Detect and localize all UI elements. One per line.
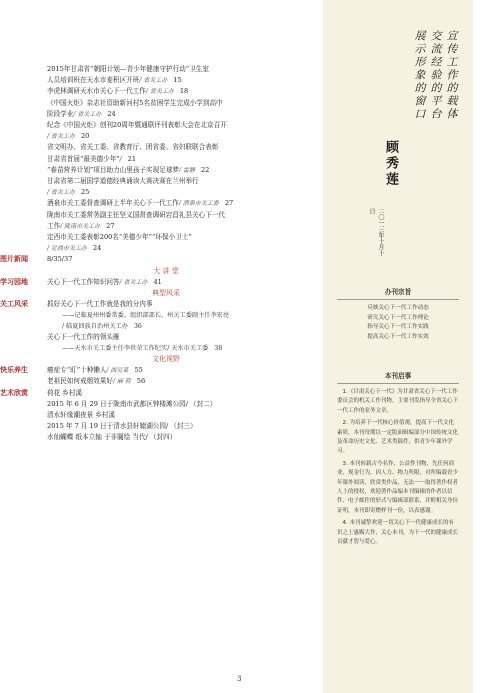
toc-entry-title: 2015年甘肃省“朝阳计划—青少年健康守护行动”卫生室 (47, 65, 209, 73)
toc-entry-title: 关心下一代工作的领头雁 (47, 333, 120, 342)
notice-paragraph: 1.《甘肃关心下一代》为甘肃省关心下一代工作委员会的机关工作刊物，主要刊发指导全省关心下一代工作的业务文章。 (337, 389, 459, 414)
toc-entry[interactable] (0, 299, 290, 310)
toc-page-number: 38 (214, 345, 223, 353)
toc-entry-title: 酒泉市关工委督查调研上半年关心下一代工作 (47, 199, 179, 208)
toc-entry-title: 甘肃省首届“最美德少年” (47, 154, 120, 163)
toc-source: / 天水市关工委 (167, 345, 209, 353)
toc-page-number: 41 (153, 277, 162, 286)
toc-entry-title: 李虎林调研天水市关心下一代工作 (47, 87, 146, 96)
purpose-title: 办刊宗旨 (384, 288, 412, 296)
notice-title: 本刊启事 (384, 372, 412, 380)
toc-entry-title: 关心下一代工作知识问答 (47, 277, 120, 286)
toc-entry[interactable] (0, 98, 290, 109)
toc-page-number: 24 (107, 109, 116, 118)
toc-entry-title: 荷花 乡村溪 (47, 388, 83, 397)
toc-page-number: 21 (127, 154, 137, 163)
toc-page-number: 27 (106, 221, 115, 230)
toc-entry-title: 定西市关工委表彰200名“美德少年”“环保小卫士” (47, 233, 192, 242)
toc-entry[interactable] (0, 221, 290, 232)
toc-entry-title: 8/35/37 (47, 255, 73, 264)
toc-source: / 西吴菜 (106, 367, 129, 375)
toc-entry-title: 人员培训班在天水市麦积区开班 (47, 76, 140, 85)
toc-entry[interactable] (0, 131, 290, 142)
calligraphy-inscription (359, 30, 469, 260)
toc-page-number: 56 (136, 377, 146, 386)
toc-entry[interactable] (0, 410, 290, 421)
purpose-line: 研究关心下一代工作理论 (367, 314, 429, 321)
toc-source: / 省关工办 (139, 77, 168, 85)
toc-entry[interactable] (0, 388, 290, 399)
toc-section-label: 快乐养生 (0, 366, 28, 375)
notice-paragraph: 4. 本刊诚挚欢迎一切关心下一代健康成长的有识之士惠赐大作，关心本刊，为下一代的健康成长贡献才智与爱心。 (337, 520, 459, 546)
toc-entry-title: 工作 (47, 221, 61, 230)
notice-paragraph: 2. 为培养下一代核心价值观，提高下一代文化素质，本刊每期以一定版面辑编部分中国传统文化及革命历史文化、艺术类稿件，供青少年课外学习。 (337, 420, 459, 455)
toc-page-number: 18 (179, 87, 189, 96)
toc-source: / 雷静 (179, 166, 195, 174)
toc-entry-title: 阶段学业 (47, 109, 74, 118)
toc-entry[interactable] (0, 421, 290, 432)
toc-subtitle (0, 343, 290, 354)
purpose-line: 反映关心下一代工作动态 (367, 305, 429, 311)
toc-category-heading: 大 讲 堂 (153, 266, 179, 275)
toc-entry-title: 纪念《中国火炬》创刊20周年暨通联评刊表彰大会在北京召开 (47, 121, 227, 130)
toc-entry-title: 2015 年 7 月 19 日于清水县轩辕湖公园/ （封三） (47, 422, 197, 431)
toc-entry[interactable] (0, 86, 290, 97)
toc-source: / 酒泉市关工委 (178, 200, 219, 208)
toc-entry-title: 清水轩缘潮夜景 乡村溪 (47, 411, 116, 420)
toc-section-label: 关工风采 (0, 299, 28, 308)
toc-entry[interactable] (0, 243, 290, 254)
toc-entry[interactable] (0, 232, 290, 243)
toc-section-label: 艺术欣赏 (0, 388, 28, 397)
toc-page-number: 15 (173, 76, 182, 85)
notice-divider (337, 383, 459, 384)
toc-entry[interactable] (0, 187, 290, 198)
toc-category-heading: 典型风采 (152, 288, 180, 297)
toc-page-number: 22 (200, 165, 210, 174)
toc-entry-title: 2015 年 6 月 29 日于陇南市武都区钟楼滩公园/ （封二） (47, 399, 217, 408)
page-number: 3 (237, 675, 242, 683)
toc-entry-title: 老祖民如何戒烟效果好 (47, 377, 113, 386)
toc-category-heading: 文化视野 (152, 355, 180, 364)
toc-entry-title: 癌症专“盯”十种懒人 (47, 366, 107, 375)
toc-subtitle-text: ——记临夏州州委常委、组织部部长、州关工委副主任李宏亮 (62, 312, 230, 320)
toc-entry[interactable] (0, 142, 290, 153)
toc-section-label: 学习园地 (0, 277, 28, 286)
toc-page-number: 24 (92, 244, 102, 253)
toc-source: / 麻 荷 (112, 378, 131, 386)
toc-source: / 省关工办 (47, 189, 75, 197)
toc-entry[interactable] (0, 376, 290, 387)
toc-page-number: 25 (80, 188, 90, 197)
toc-entry[interactable] (0, 176, 290, 187)
calligraphy-column-1: 宣传工作的载体 (445, 30, 458, 121)
toc-subtitle-text: / 临夏回族自治州关工办 (62, 323, 128, 331)
toc-entry-title: 水仙蝴蝶 纸本立轴 于非闇绘 当代/ （封四） (47, 433, 177, 442)
calligraphy-column-3: 展示形象的窗口 (413, 30, 426, 121)
toc-subtitle-text: ——天水市关工委主任李世荣工作纪实 (62, 345, 168, 353)
toc-section-label: 图片新闻 (0, 255, 28, 264)
toc-entry[interactable] (0, 154, 290, 165)
toc-entry-title: 甘肃省第二届国学道德经典诵读大赛决赛在兰州举行 (47, 177, 199, 186)
calligraphy-signature: 顾秀莲 (383, 140, 398, 188)
toc-source: / 省关工办 (145, 88, 174, 96)
purpose-divider (337, 299, 459, 300)
sidebar-panel (323, 0, 473, 693)
toc-entry-title: 《中国火炬》杂志社资助新河村5名贫困学生完成小学到高中 (47, 98, 223, 107)
toc-page-number: 27 (224, 199, 234, 208)
toc-entry[interactable] (0, 198, 290, 209)
toc-entry[interactable] (0, 399, 290, 410)
toc-entry[interactable] (0, 332, 290, 343)
toc-entry[interactable] (0, 120, 290, 131)
purpose-line: 指导关心下一代工作实践 (367, 324, 429, 331)
purpose-line: 提高关心下一代工作实效 (367, 333, 429, 340)
table-of-contents (0, 64, 290, 444)
toc-source: / 定西市关工办 (47, 245, 87, 253)
toc-entry-title: 省文明办、省关工委、省教育厅、团省委、省妇联联合表彰 (47, 143, 219, 152)
toc-entry[interactable] (0, 432, 290, 443)
toc-subtitle (0, 310, 290, 321)
toc-source: / 省关工办 (119, 278, 148, 286)
notice-box (337, 370, 459, 551)
toc-entry[interactable] (0, 210, 290, 221)
calligraphy-date: 二〇一三年十月十日 (368, 208, 384, 256)
toc-page-number: 20 (80, 132, 90, 141)
toc-entry[interactable] (0, 165, 290, 176)
toc-entry[interactable] (0, 109, 290, 120)
toc-entry-title: “春苗营养计划”项目助力山里孩子实现足球梦 (47, 165, 180, 174)
toc-source: / 省关工办 (73, 110, 102, 118)
toc-entry-title: 抓好关心下一代工作就是我的分内事 (47, 299, 153, 308)
toc-source: / 省关工办 (47, 133, 75, 141)
toc-entry-title: 陇南市关工委常务副主任坚义国督查调研宕昌礼县关心下一代 (47, 210, 226, 219)
toc-entry[interactable] (0, 254, 290, 265)
toc-entry[interactable] (0, 64, 290, 75)
toc-page-number: 36 (133, 323, 142, 331)
purpose-box (337, 286, 459, 342)
toc-entry[interactable] (0, 365, 290, 376)
toc-entry[interactable] (0, 75, 290, 86)
toc-source: / (119, 155, 122, 163)
notice-paragraph: 3. 本刊转载古今名作、公益性刊物，先任何商业、现金行为，因人力、物力所限，对所编载青少年课外阅读、欣赏类作品，无法一一取得著作权者人上的授权，欢迎著作品编本刊编辑的作者以信件、电子邮件的形式与编辑部联系，并附相关身份证明，本刊即寄赠样刊一份，以表感谢。 (337, 460, 459, 514)
toc-subtitle (0, 321, 290, 332)
toc-source: / 陇南市关工办 (60, 222, 101, 230)
calligraphy-column-2: 交流经验的平台 (429, 30, 442, 121)
toc-entry[interactable] (0, 277, 290, 288)
toc-page-number: 55 (134, 366, 143, 375)
